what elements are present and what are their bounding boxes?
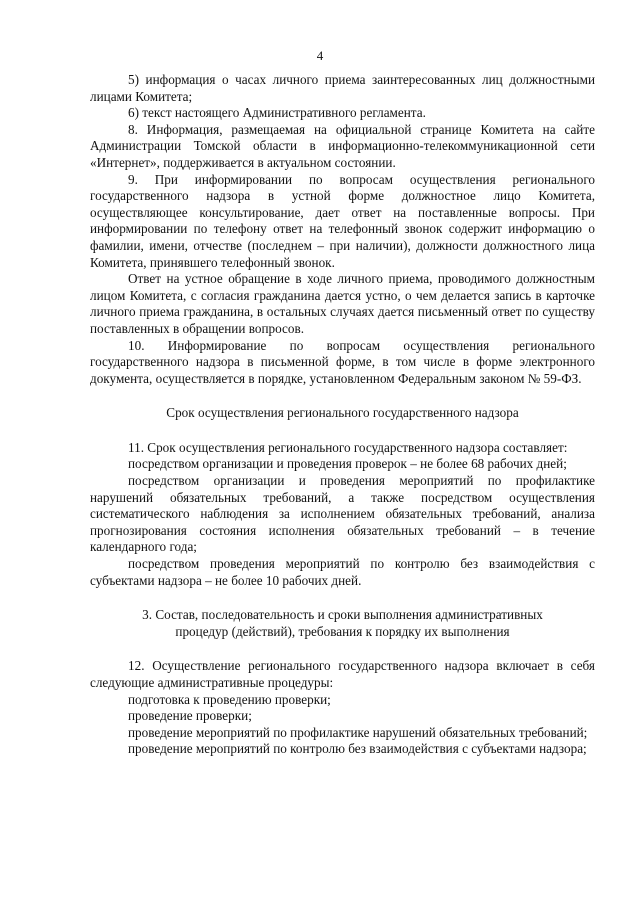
paragraph-term-prevention: посредством организации и проведения мероприятий по профилактике нарушений обязательных требований, а также посредством осуществления систематического наблюдения за исполнением обязательных требований, анализа прогнозирования состояния исполнения обязательных требований – в течение календарного года;: [90, 473, 595, 555]
paragraph-item-6: 6) текст настоящего Административного регламента.: [128, 105, 426, 121]
paragraph-term-inspections: посредством организации и проведения проверок – не более 68 рабочих дней;: [128, 456, 567, 472]
procedure-item-inspection: проведение проверки;: [128, 708, 252, 724]
procedure-item-preparation: подготовка к проведению проверки;: [128, 691, 331, 707]
paragraph-12: 12. Осуществление регионального государственного надзора включает в себя следующие административные процедуры:: [90, 658, 595, 690]
paragraph-9: 9. При информировании по вопросам осуществления регионального государственного надзора в устной форме должностное лицо Комитета, осуществляющее консультирование, дает ответ на поставленные вопросы. При информировании по телефону ответ на телефонный звонок содержит информацию о фамилии, имени, отчестве (последнем – при наличии), должности должностного лица Комитета, принявшего телефонный звонок.: [90, 171, 595, 270]
paragraph-item-5: 5) информация о часах личного приема заинтересованных лиц должностными лицами Комитета;: [90, 72, 595, 104]
paragraph-11: 11. Срок осуществления регионального государственного надзора составляет:: [128, 439, 568, 455]
section-heading-3-line1: 3. Состав, последовательность и сроки выполнения административных: [142, 607, 543, 623]
section-heading-3-line2: процедур (действий), требования к порядку их выполнения: [175, 623, 510, 639]
document-body: [90, 72, 595, 758]
section-heading-term: Срок осуществления регионального государственного надзора: [166, 405, 519, 421]
paragraph-term-no-interaction: посредством проведения мероприятий по контролю без взаимодействия с субъектами надзора – не более 10 рабочих дней.: [90, 556, 595, 588]
section-heading-3: [90, 607, 595, 640]
procedure-item-control: проведение мероприятий по контролю без взаимодействия с субъектами надзора;: [128, 741, 587, 757]
paragraph-8: 8. Информация, размещаемая на официальной странице Комитета на сайте Администрации Томской области в информационно-телекоммуникационной сети «Интернет», поддерживается в актуальном состоянии.: [90, 121, 595, 170]
procedure-item-prevention: проведение мероприятий по профилактике нарушений обязательных требований;: [128, 724, 588, 740]
page-number: 4: [316, 48, 324, 63]
paragraph-oral-response: Ответ на устное обращение в ходе личного приема, проводимого должностным лицом Комитета, с согласия гражданина дается устно, о чем делается запись в карточке личного приема гражданина, в остальных случаях дается письменный ответ по существу поставленных в обращении вопросов.: [90, 271, 595, 336]
paragraph-10: 10. Информирование по вопросам осуществления регионального государственного надзора в письменной форме, в том числе в форме электронного документа, осуществляется в порядке, установленном Федеральным законом № 59-ФЗ.: [90, 337, 595, 386]
